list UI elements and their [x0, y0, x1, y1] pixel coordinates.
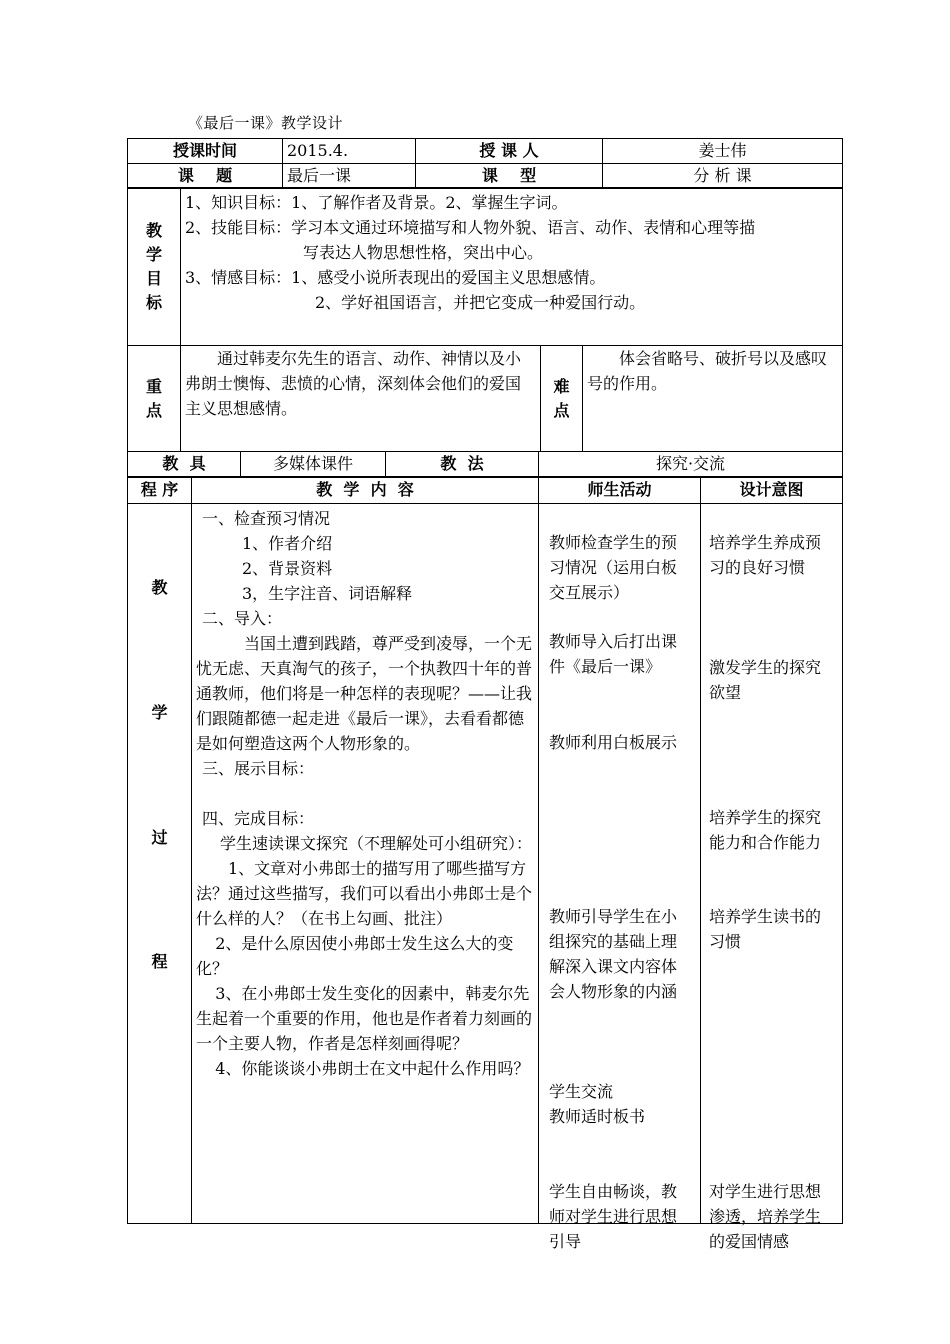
tools-label: 教 具 — [128, 452, 241, 477]
goal-emotion: 3、情感目标：1、感受小说所表现出的爱国主义思想感情。 — [185, 268, 606, 287]
tools-table — [127, 451, 843, 477]
method-value: 探究·交流 — [539, 452, 843, 477]
process-side-label: 教 学 过 程 — [128, 504, 192, 1224]
goal-knowledge: 1、知识目标：1、了解作者及背景。2、掌握生字词。 — [185, 193, 568, 212]
document-title: 《最后一课》教学设计 — [188, 114, 344, 132]
goal-skill: 2、技能目标：学习本文通过环境描写和人物外貌、语言、动作、表情和心理等描 — [185, 218, 756, 237]
header-activity: 师生活动 — [539, 478, 701, 504]
process-activities: 教师检查学生的预习情况（运用白板交互展示） 教师导入后打出课件《最后一课》 教师利用白板展示 教师引导学生在小组探究的基础上理解深入课文内容体会人物形象的内涵 学生交流 教师适时板书 学生自由畅谈，教师对学生进行思想引导 — [539, 504, 701, 1224]
info-table — [127, 138, 843, 189]
goals-content — [181, 188, 843, 346]
difficulty-content: 体会省略号、破折号以及感叹号的作用。 — [583, 346, 843, 452]
goals-table — [127, 187, 843, 346]
difficulty-label: 难 点 — [541, 346, 583, 452]
time-value: 2015.4. — [283, 139, 416, 164]
type-label: 课 型 — [416, 164, 603, 189]
goal-skill-cont: 写表达人物思想性格，突出中心。 — [303, 243, 544, 262]
topic-value: 最后一课 — [283, 164, 416, 189]
header-intent: 设计意图 — [701, 478, 843, 504]
type-value: 分 析 课 — [603, 164, 843, 189]
time-label: 授课时间 — [128, 139, 283, 164]
teacher-value: 姜士伟 — [603, 139, 843, 164]
goal-emotion-2: 2、学好祖国语言，并把它变成一种爱国行动。 — [315, 293, 646, 312]
process-content: 一、检查预习情况 1、作者介绍 2、背景资料 3，生字注音、词语解释 二、导入： 当国土遭到践踏，尊严受到凌辱，一个无忧无虑、天真淘气的孩子，一个执教四十年的普通教师，他们将是一种怎样的表现呢？——让我们跟随都德一起走进《最后一课》，去看看都德是如何塑造这两个人物形象的。 三、展示目标： 四、完成目标： 学生速读课文探究（不理解处可小组研究）： 1、文章对小弗郎士的描写用了哪些描写方法？通过这些描写，我们可以看出小弗郎士是个什么样的人？（在书上勾画、批注） 2、是什么原因使小弗郎士发生这么大的变化？ 3、在小弗郎士发生变化的因素中，韩麦尔先生起着一个重要的作用，他也是作者着力刻画的一个主要人物，作者是怎样刻画得呢？ 4、你能谈谈小弗朗士在文中起什么作用吗？ — [192, 504, 539, 1224]
teacher-label: 授 课 人 — [416, 139, 603, 164]
key-label: 重 点 — [128, 346, 181, 452]
goals-label: 教 学 目 标 — [128, 188, 181, 346]
key-table — [127, 345, 843, 452]
tools-value: 多媒体课件 — [241, 452, 386, 477]
topic-label: 课 题 — [128, 164, 283, 189]
header-content: 教 学 内 容 — [192, 478, 539, 504]
process-intents: 培养学生养成预习的良好习惯 激发学生的探究欲望 培养学生的探究能力和合作能力 培养学生读书的习惯 对学生进行思想渗透，培养学生的爱国情感 — [701, 504, 843, 1224]
process-table — [127, 477, 843, 1251]
method-label: 教 法 — [386, 452, 539, 477]
header-order: 程 序 — [128, 478, 192, 504]
key-content: 通过韩麦尔先生的语言、动作、神情以及小弗朗士懊悔、悲愤的心情，深刻体会他们的爱国主义思想感情。 — [181, 346, 541, 452]
